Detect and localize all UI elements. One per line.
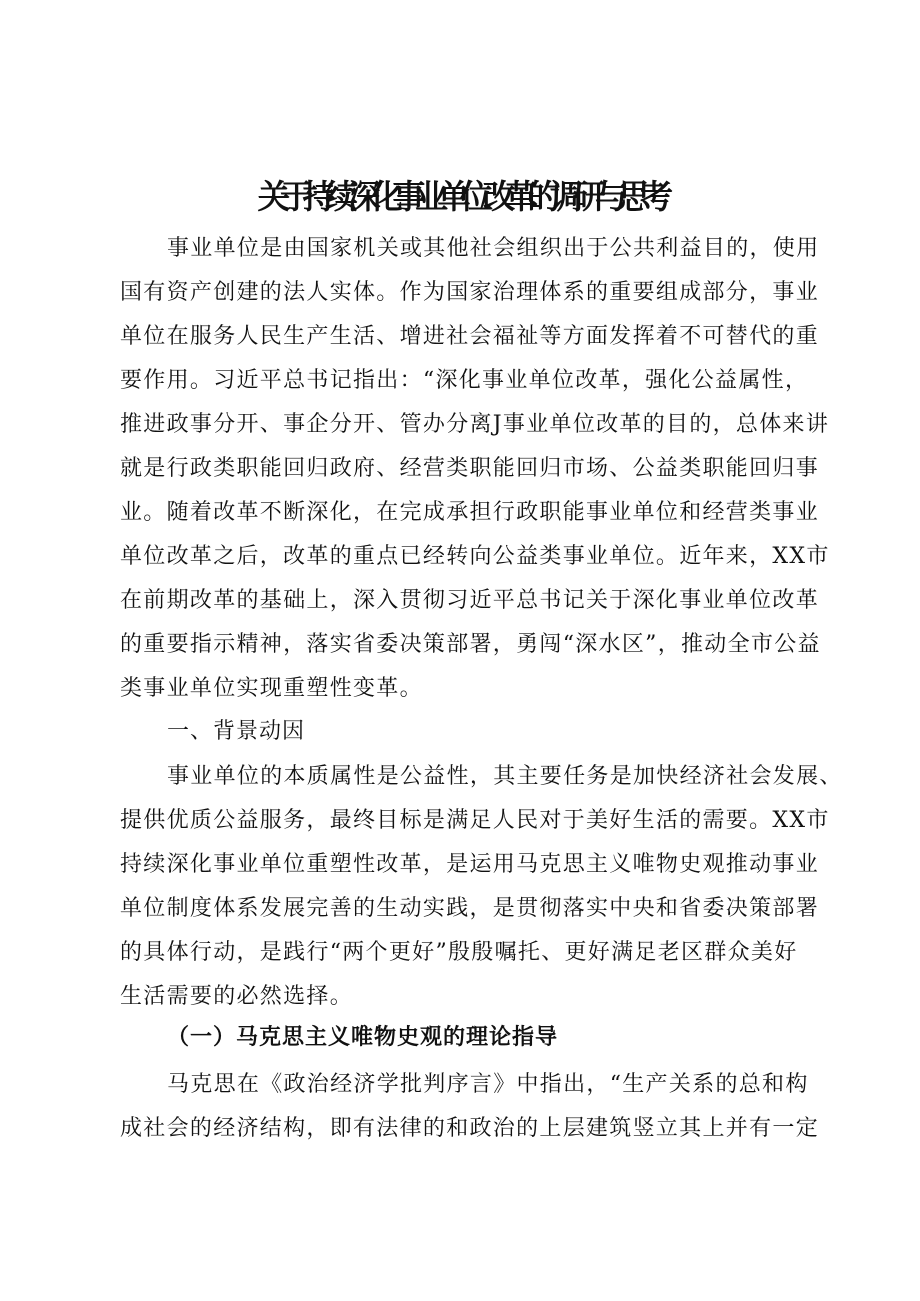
paragraph-line: 事业单位的本质属性是公益性，其主要任务是加快经济社会发展、 <box>167 764 843 789</box>
document-title: 关于持续深化事业单位改革的调研与思考 <box>257 177 663 216</box>
paragraph-line: 生活需要的必然选择。 <box>120 984 354 1009</box>
paragraph-line: 提供优质公益服务，最终目标是满足人民对于美好生活的需要。XX市 <box>120 808 830 833</box>
paragraph-line: 单位改革之后，改革的重点已经转向公益类事业单位。近年来，XX市 <box>120 544 830 569</box>
paragraph-line: 国有资产创建的法人实体。作为国家治理体系的重要组成部分，事业 <box>120 280 820 305</box>
paragraph-line: 类事业单位实现重塑性变革。 <box>120 676 423 701</box>
paragraph-line: 就是行政类职能回归政府、经营类职能回归市场、公益类职能回归事 <box>120 456 820 481</box>
paragraph-line: 的具体行动，是践行“两个更好”殷殷嘱托、更好满足老区群众美好 <box>120 940 798 965</box>
paragraph-line: 马克思在《政治经济学批判序言》中指出，“生产关系的总和构 <box>167 1072 809 1097</box>
subsection-heading: （一）马克思主义唯物史观的理论指导 <box>167 1024 559 1050</box>
paragraph-line: 要作用。习近平总书记指出：“深化事业单位改革，强化公益属性， <box>120 368 809 393</box>
paragraph-line: 成社会的经济结构，即有法律的和政治的上层建筑竖立其上并有一定 <box>120 1116 820 1141</box>
paragraph-line: 持续深化事业单位重塑性改革，是运用马克思主义唯物史观推动事业 <box>120 852 820 877</box>
paragraph-line: 业。随着改革不断深化，在完成承担行政职能事业单位和经营类事业 <box>120 500 820 525</box>
paragraph-line: 单位制度体系发展完善的生动实践，是贯彻落实中央和省委决策部署 <box>120 896 820 921</box>
paragraph-line: 推进政事分开、事企分开、管办分离J事业单位改革的目的，总体来讲 <box>120 412 830 437</box>
paragraph-line: 在前期改革的基础上，深入贯彻习近平总书记关于深化事业单位改革 <box>120 588 820 613</box>
paragraph-line: 单位在服务人民生产生活、增进社会福祉等方面发挥着不可替代的重 <box>120 324 820 349</box>
paragraph-line: 的重要指示精神，落实省委决策部署，勇闯“深水区”，推动全市公益 <box>120 632 821 657</box>
paragraph-line: 事业单位是由国家机关或其他社会组织出于公共利益目的，使用 <box>167 236 820 261</box>
section-heading: 一、背景动因 <box>167 719 306 744</box>
